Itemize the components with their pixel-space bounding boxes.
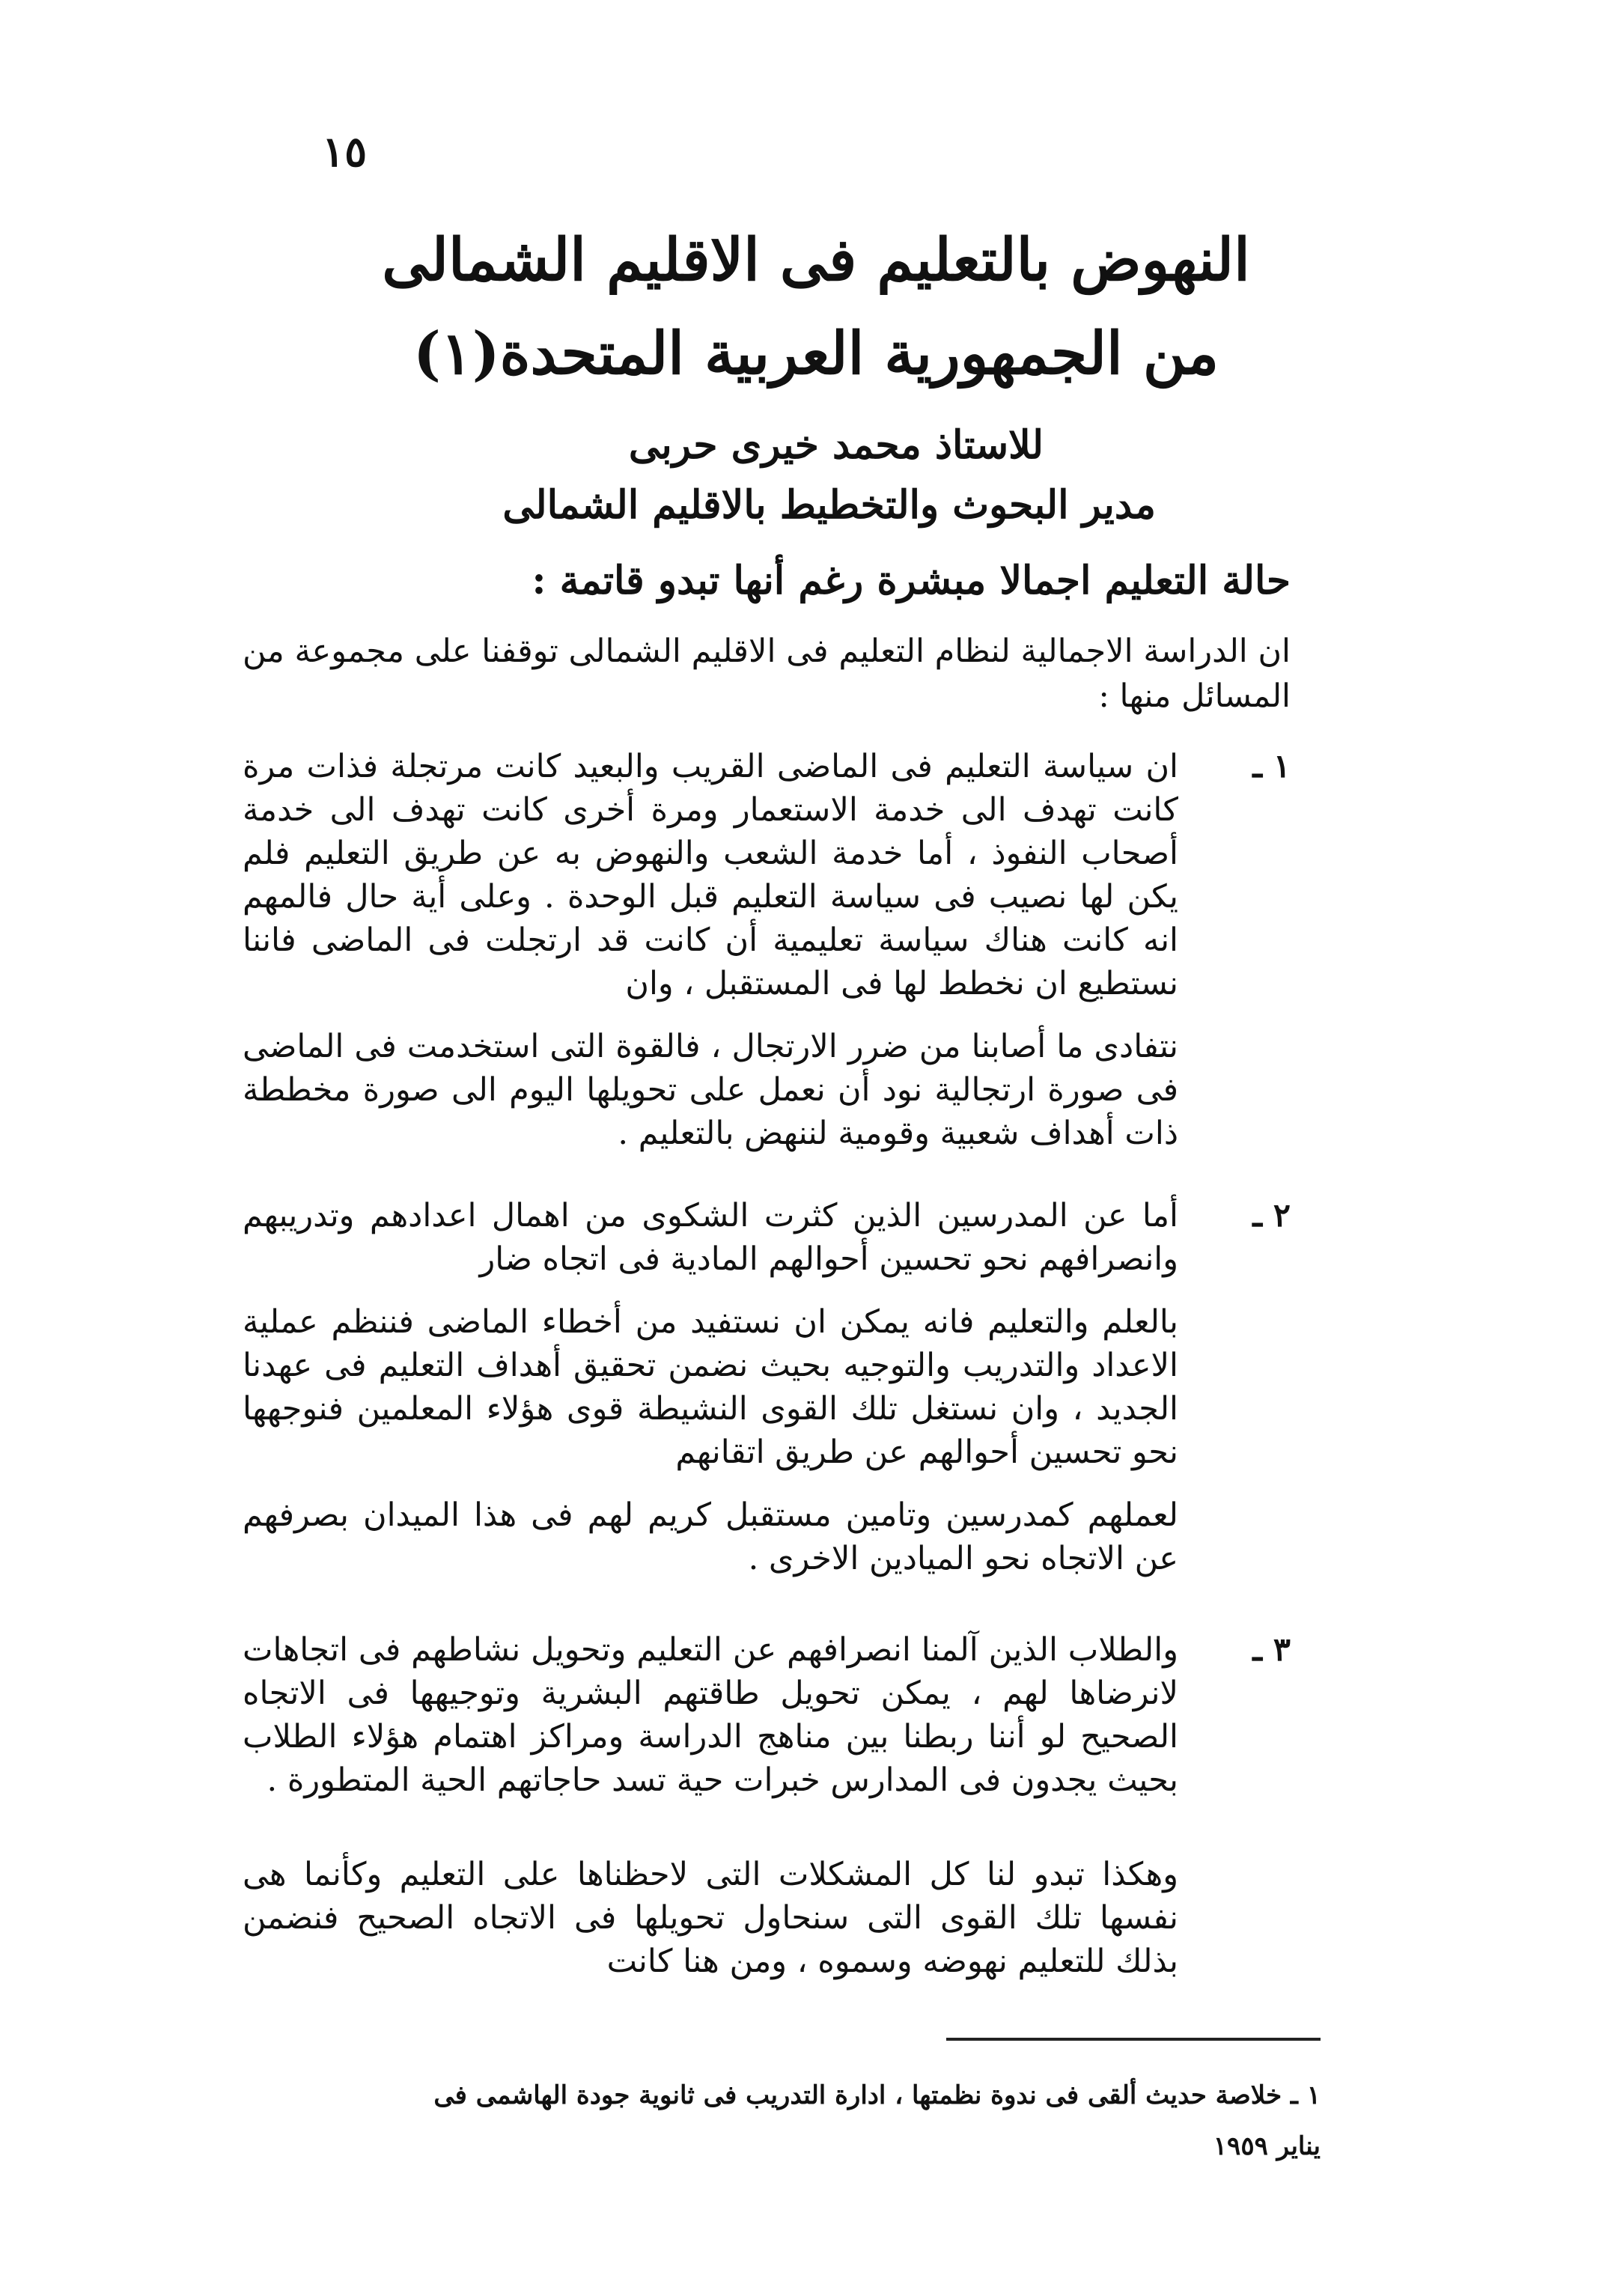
paragraph: وهكذا تبدو لنا كل المشكلات التى لاحظناها على التعليم وكأنما هى نفسها تلك القوى التى سنحاول تحويلها فى الاتجاه الصحيح فنضمن بذلك للتعليم نهوضه وسموه ، ومن هنا كانت: [243, 1856, 1178, 1980]
author-role: مدير البحوث والتخطيط بالاقليم الشمالى: [502, 482, 1156, 528]
paragraph: بالعلم والتعليم فانه يمكن ان نستفيد من أخطاء الماضى فننظم عملية الاعداد والتدريب والتوجيه بحيث نضمن تحقيق أهداف التعليم فى عهدنا الجديد ، وان نستغل تلك القوى النشيطة قوى هؤلاء المعلمين فنوجهها نحو تحسين أحوالهم عن طريق اتقانهم: [243, 1303, 1178, 1471]
list-item-3: [243, 1628, 1291, 1802]
footnote-divider: [946, 2038, 1321, 2041]
article-title: [299, 213, 1333, 401]
list-item-2: [243, 1194, 1291, 1580]
footnote-line-1: ١ ـ خلاصة حديث ألقى فى ندوة نظمتها ، ادارة التدريب فى ثانوية جودة الهاشمى فى: [433, 2080, 1321, 2110]
section-heading: حالة التعليم اجمالا مبشرة رغم أنها تبدو قاتمة :: [532, 558, 1291, 603]
footnote-line-2: يناير ١٩٥٩: [1213, 2131, 1321, 2161]
list-marker-3: ٣ ـ: [1252, 1631, 1291, 1669]
footnote: [272, 2070, 1321, 2172]
title-line-1: النهوض بالتعليم فى الاقليم الشمالى: [382, 226, 1250, 294]
intro-paragraph: ان الدراسة الاجمالية لنظام التعليم فى الاقليم الشمالى توقفنا على مجموعة من المسائل منها :: [243, 633, 1291, 715]
page-number: ١٥: [322, 127, 368, 177]
paragraph: أما عن المدرسين الذين كثرت الشكوى من اهمال اعدادهم وتدريبهم وانصرافهم نحو تحسين أحوالهم المادية فى اتجاه ضار: [243, 1197, 1178, 1278]
paragraph: نتفادى ما أصابنا من ضرر الارتجال ، فالقوة التى استخدمت فى الماضى فى صورة ارتجالية نود أن نعمل على تحويلها اليوم الى صورة مخططة ذات أهداف شعبية وقومية لننهض بالتعليم .: [243, 1028, 1178, 1152]
list-marker-2: ٢ ـ: [1252, 1197, 1291, 1234]
author-name: للاستاذ محمد خيرى حربى: [628, 422, 1044, 468]
paragraph: والطلاب الذين آلمنا انصرافهم عن التعليم وتحويل نشاطهم فى اتجاهات لانرضاها لهم ، يمكن تحويل طاقتهم البشرية وتوجيهها فى الاتجاه الصحيح لو أننا ربطنا بين مناهج الدراسة ومراكز اهتمام هؤلاء الطلاب بحيث يجدون فى المدارس خبرات حية تسد حاجاتهم الحية المتطورة .: [243, 1631, 1178, 1799]
author-block: [502, 415, 1156, 535]
list-marker-1: ١ ـ: [1252, 748, 1291, 785]
title-line-2: من الجمهورية العربية المتحدة(١): [412, 320, 1219, 388]
paragraph: لعملهم كمدرسين وتامين مستقبل كريم لهم فى هذا الميدان بصرفهم عن الاتجاه نحو الميادين الاخرى .: [243, 1496, 1178, 1577]
list-item-1: [243, 745, 1291, 1155]
closing-paragraph: [243, 1853, 1178, 1983]
paragraph: ان سياسة التعليم فى الماضى القريب والبعيد كانت مرتجلة فذات مرة كانت تهدف الى خدمة الاستعمار ومرة أخرى كانت تهدف الى خدمة أصحاب النفوذ ، أما خدمة الشعب والنهوض به عن طريق التعليم فلم يكن لها نصيب فى سياسة التعليم قبل الوحدة . وعلى أية حال فالمهم انه كانت هناك سياسة تعليمية أن كانت قد ارتجلت فى الماضى فاننا نستطيع ان نخطط لها فى المستقبل ، وان: [243, 748, 1178, 1002]
